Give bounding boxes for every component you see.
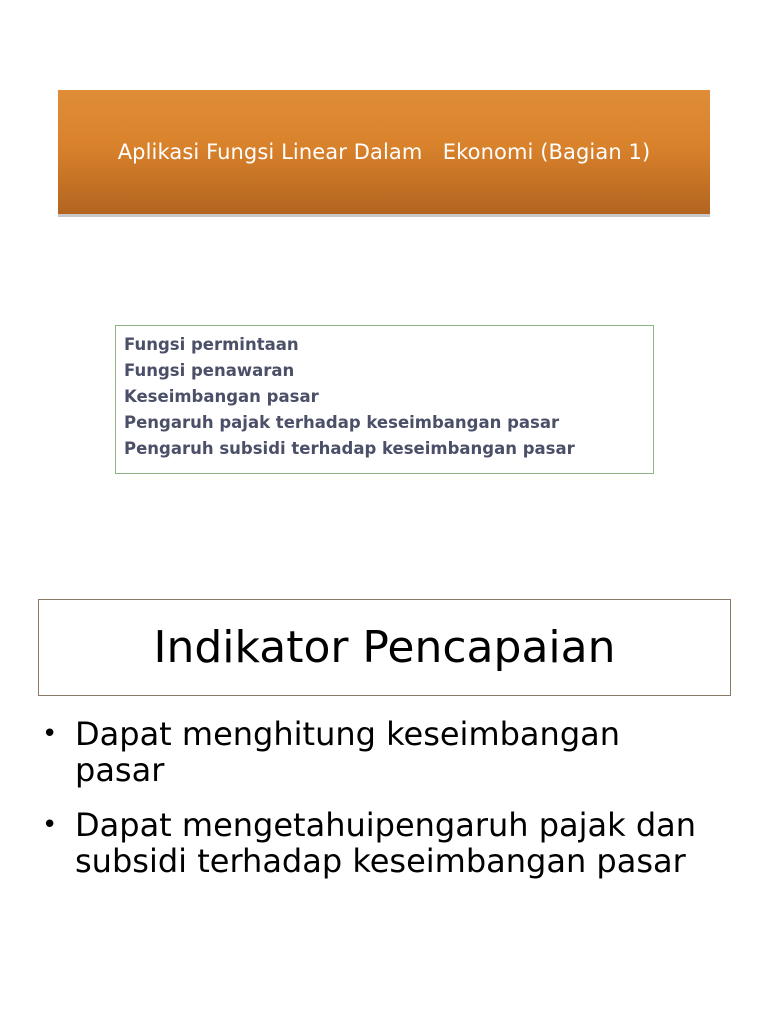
bullet-icon: • [42,719,58,749]
list-item-text: Dapat menghitung keseimbangan pasar [75,715,621,789]
topic-item: Fungsi penawaran [124,361,295,380]
list-item [42,716,742,788]
bullet-icon: • [42,810,58,840]
indicator-heading-box [38,599,731,696]
list-item [42,807,742,879]
topics-box [115,325,654,474]
indicator-heading: Indikator Pencapaian [153,622,616,673]
topic-item: Fungsi permintaan [124,335,299,354]
topic-item: Pengaruh pajak terhadap keseimbangan pasar [124,413,560,432]
list-item-text: Dapat mengetahuipengaruh pajak dan subsidi terhadap keseimbangan pasar [75,806,697,880]
topic-item: Keseimbangan pasar [124,387,319,406]
title-banner [58,90,710,217]
indicator-list [42,716,742,898]
topic-item: Pengaruh subsidi terhadap keseimbangan pasar [124,439,575,458]
slide-title: Aplikasi Fungsi Linear Dalam Ekonomi (Bagian 1) [117,140,651,164]
